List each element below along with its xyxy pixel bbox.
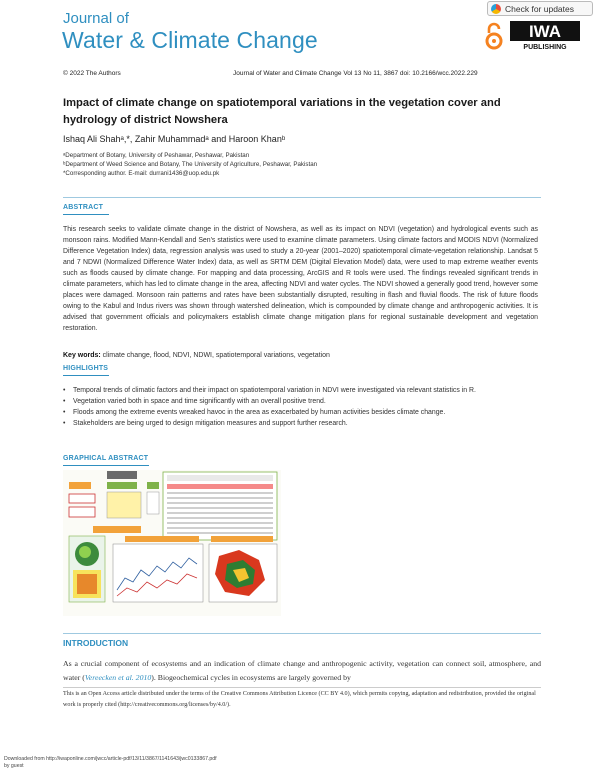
license-notice: This is an Open Access article distributed under the terms of the Creative Commons Attribution Licence (CC BY 4.0), which permits copying, adaptation and redistribution, provided the original work is properly cited (http://creativecommons.org/licenses/by/4.0/). — [63, 691, 536, 708]
introduction-text — [63, 657, 541, 684]
iwa-publishing-text: PUBLISHING — [523, 44, 567, 51]
graphical-abstract-image — [63, 470, 281, 616]
journal-name-line2: Water & Climate Change — [62, 27, 318, 53]
highlights-heading: HIGHLIGHTS — [63, 365, 109, 372]
divider — [63, 197, 541, 198]
keywords-label: Key words: — [63, 352, 101, 359]
abstract-heading: ABSTRACT — [63, 204, 104, 211]
highlights-list — [63, 385, 543, 429]
article-title: Impact of climate change on spatiotemporal variations in the vegetation cover and hydrology of district Nowshera — [63, 97, 501, 126]
journal-name-line1: Journal of — [63, 10, 129, 27]
check-for-updates-label: Check for updates — [505, 3, 574, 14]
citation-link[interactable]: Vereecken et al. 2010 — [84, 672, 152, 682]
journal-citation: Journal of Water and Climate Change Vol 13 No 11, 3867 doi: 10.2166/wcc.2022.229 — [233, 70, 478, 77]
graphical-abstract-heading: GRAPHICAL ABSTRACT — [63, 455, 149, 462]
crossmark-icon — [491, 4, 501, 14]
heading-underline — [63, 214, 109, 215]
download-stamp — [4, 756, 217, 769]
affiliation-1: ᵃDepartment of Botany, University of Peshawar, Peshawar, Pakistan — [63, 152, 250, 159]
list-item: • Vegetation varied both in space and time significantly with an overall positive trend. — [63, 396, 543, 407]
divider — [63, 687, 541, 688]
list-item: • Temporal trends of climatic factors and their impact on spatiotemporal variation in NDVI were investigated via relevant statistics in R. — [63, 385, 543, 396]
abstract-text: This research seeks to validate climate change in the district of Nowshera, as well as its impact on NDVI (vegetation) and hydrological events such as monsoon rains. Modified Mann-Kendall and Sen's statistics were used to examine climate parameters. Using climate factors and MODIS NDVI (Normalized Difference Vegetation Index) data, regression analysis was used to study a 20-year (2001–2020) spatiotemporal climate-vegetation relationship. Landsat 5 and 7 NDWI (Normalized Difference Water Index) data, as well as SRTM DEM (Digital Elevation Model) data, were used to map extreme weather events such as floods caused by climate change. For mapping and data processing, ArcGIS and R tools were used. The findings revealed significant trends in climate parameters, which has led to climate change in the area, affecting NDVI and water cycles. The NDVI showed a generally good trend, however some places were damaged. Monsoon rain patterns and rates have been substantially disrupted, resulting in flash and fluvial floods. The risk of future floods owing to the Kabul and Indus rivers was shown through watershed delineation, which is compounded by climate change and anthropogenic activities. It is advised that government officials and policymakers establish climate change mitigation plans for regional sustainable development and vegetation restoration. — [63, 226, 538, 332]
heading-underline — [63, 375, 109, 376]
affiliation-2: ᵇDepartment of Weed Science and Botany, The University of Agriculture, Peshawar, Pakistan — [63, 161, 318, 168]
check-for-updates-button[interactable] — [487, 1, 593, 16]
download-stamp-line2: by guest — [4, 762, 24, 769]
intro-text-part2: ). Biogeochemical cycles in ecosystems are largely governed by — [151, 672, 351, 682]
introduction-heading: INTRODUCTION — [63, 638, 129, 648]
author-list: Ishaq Ali Shahᵃ,*, Zahir Muhammadᵃ and Haroon Khanᵇ — [63, 134, 286, 144]
copyright-notice: © 2022 The Authors — [63, 70, 121, 77]
iwa-logo-text: IWA — [528, 22, 562, 41]
heading-underline — [63, 465, 149, 466]
download-stamp-line1: Downloaded from http://iwaponline.com/jwcc/article-pdf/13/11/3867/1141643/jwc0133867.pdf — [4, 756, 217, 762]
intro-text-part1: As a crucial component of ecosystems and an indication of climate change and anthropogenic activity, vegetation can connect soil, atmosphere, and water ( — [63, 659, 541, 682]
list-item: • Floods among the extreme events wreaked havoc in the area as exacerbated by human activities besides climate change. — [63, 407, 543, 418]
open-access-icon — [483, 21, 505, 51]
keywords — [63, 352, 538, 359]
iwa-publishing-logo — [510, 21, 580, 51]
divider — [63, 633, 541, 634]
corresponding-author: *Corresponding author. E-mail: durrani1436@uop.edu.pk — [63, 170, 220, 177]
keywords-list: climate change, flood, NDVI, NDWI, spatiotemporal variations, vegetation — [100, 352, 330, 359]
list-item: • Stakeholders are being urged to design mitigation measures and support further research. — [63, 418, 543, 429]
